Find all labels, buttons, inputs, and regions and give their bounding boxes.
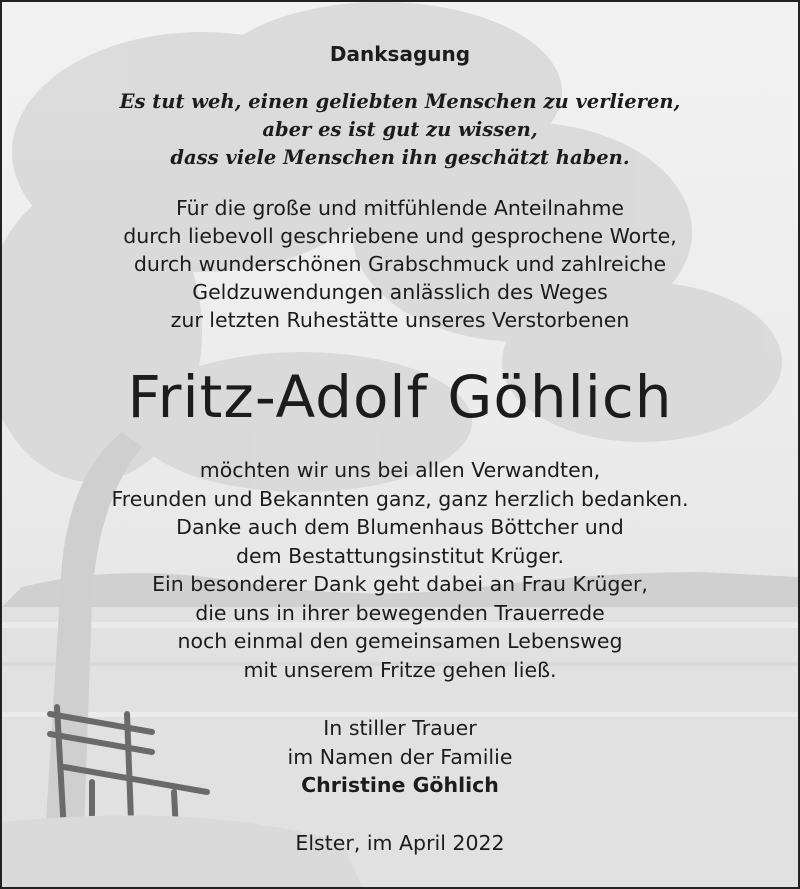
thanks-line: Danke auch dem Blumenhaus Böttcher und [176, 515, 624, 539]
intro-line: Für die große und mitfühlende Anteilnahme [175, 196, 625, 220]
place-date: Elster, im April 2022 [295, 831, 505, 855]
intro-paragraph [2, 194, 798, 334]
signer-name: Christine Göhlich [301, 773, 499, 797]
closing-block [2, 714, 798, 800]
intro-line: durch liebevoll geschriebene und gesprochene Worte, [123, 224, 677, 248]
thanks-line: noch einmal den gemeinsamen Lebensweg [177, 629, 623, 653]
thanks-line: die uns in ihrer bewegenden Trauerrede [195, 600, 605, 625]
deceased-name: Fritz-Adolf Göhlich [127, 363, 673, 431]
motto [2, 88, 798, 172]
closing-line: im Namen der Familie [287, 744, 513, 769]
heading: Danksagung [329, 42, 471, 66]
thanks-line: Ein besonderer Dank geht dabei an Frau Krüger, [152, 572, 648, 596]
thanks-line: mit unserem Fritze gehen ließ. [243, 657, 557, 682]
motto-line: dass viele Menschen ihn geschätzt haben. [170, 146, 630, 169]
thanks-line: dem Bestattungsinstitut Krüger. [235, 543, 565, 568]
closing-line: In stiller Trauer [323, 716, 477, 740]
thanks-line: Freunden und Bekannten ganz, ganz herzlich bedanken. [111, 486, 689, 511]
intro-line: durch wunderschönen Grabschmuck und zahlreiche [133, 252, 667, 276]
intro-line: Geldzuwendungen anlässlich des Weges [192, 280, 608, 304]
thanks-line: möchten wir uns bei allen Verwandten, [199, 458, 601, 482]
motto-line: aber es ist gut zu wissen, [262, 118, 538, 141]
obituary-text [2, 2, 798, 887]
intro-line: zur letzten Ruhestätte unseres Verstorbenen [170, 308, 630, 332]
thanks-paragraph [2, 456, 798, 684]
motto-line: Es tut weh, einen geliebten Menschen zu verlieren, [119, 90, 681, 113]
